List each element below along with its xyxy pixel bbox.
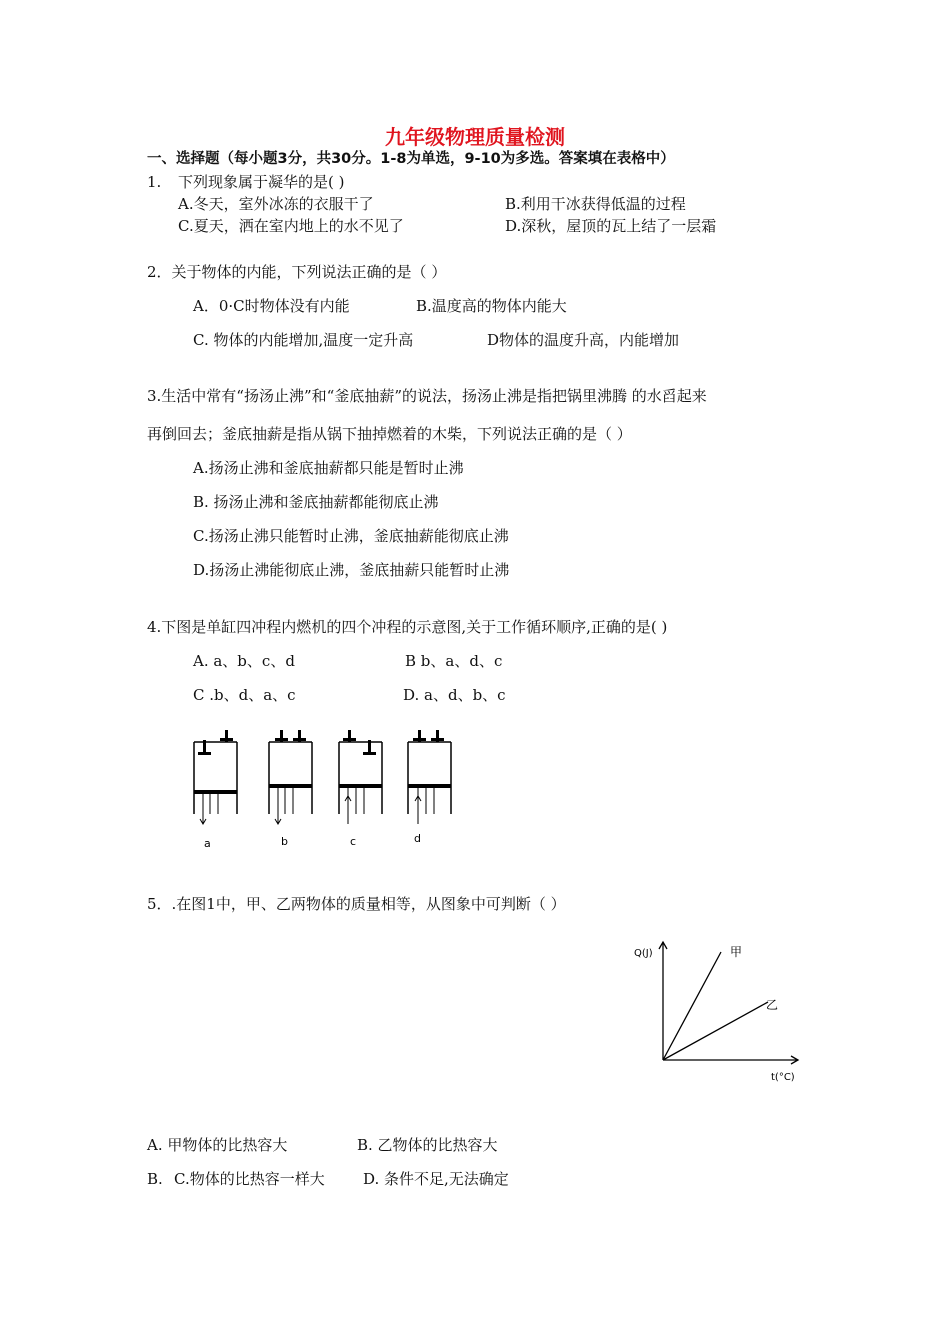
q3-stem-line2: 再倒回去；釜底抽薪是指从锅下抽掉燃着的木柴，下列说法正确的是（ ） — [147, 425, 632, 443]
q1-stem: 下列现象属于凝华的是( ) — [178, 173, 345, 191]
diagram-label-a: a — [204, 837, 211, 850]
q4-option-d: D. a、d、b、c — [403, 686, 506, 704]
q3-option-b: B. 扬汤止沸和釜底抽薪都能彻底止沸 — [193, 493, 439, 511]
diagram-label-d: d — [414, 832, 421, 845]
diagram-label-c: c — [350, 835, 357, 848]
q3-option-d: D.扬汤止沸能彻底止沸，釜底抽薪只能暂时止沸 — [193, 561, 510, 579]
series-label-乙: 乙 — [766, 998, 779, 1012]
q2-option-a: A．0·C时物体没有内能 — [193, 297, 350, 315]
q5-option-c: C.物体的比热容一样大 — [174, 1170, 325, 1188]
q2-option-d: D物体的温度升高，内能增加 — [487, 331, 680, 349]
q1-option-c: C.夏天，洒在室内地上的水不见了 — [178, 217, 404, 235]
q1-number: 1. — [147, 173, 162, 191]
q2-option-b: B.温度高的物体内能大 — [416, 297, 567, 315]
q5-option-d: D. 条件不足,无法确定 — [363, 1170, 509, 1188]
q3-stem-line1: 3.生活中常有“扬汤止沸”和“釜底抽薪”的说法，扬汤止沸是指把锅里沸腾 的水舀起来 — [147, 387, 707, 405]
q5-option-b: B. 乙物体的比热容大 — [357, 1136, 498, 1154]
q5-option-a: A. 甲物体的比热容大 — [147, 1136, 288, 1154]
series-label-甲: 甲 — [730, 945, 743, 959]
q2-stem: 2．关于物体的内能，下列说法正确的是（ ） — [147, 263, 447, 281]
x-axis-label: t(°C) — [771, 1072, 795, 1083]
heat-temperature-graph — [628, 936, 828, 1086]
q5-stem: 5．.在图1中，甲、乙两物体的质量相等，从图象中可判断（ ） — [147, 895, 566, 913]
q4-option-a: A. a、b、c、d — [193, 652, 295, 670]
engine-strokes-diagram — [180, 728, 470, 858]
diagram-label-b: b — [281, 835, 288, 848]
q5-option-c-prefix: B. — [147, 1170, 163, 1188]
q1-option-a: A.冬天，室外冰冻的衣服干了 — [178, 195, 374, 213]
q4-option-b: B b、a、d、c — [405, 652, 503, 670]
q1-option-d: D.深秋，屋顶的瓦上结了一层霜 — [505, 217, 717, 235]
q3-option-c: C.扬汤止沸只能暂时止沸，釜底抽薪能彻底止沸 — [193, 527, 509, 545]
y-axis-label: Q(J) — [634, 948, 653, 959]
page-title: 九年级物理质量检测 — [385, 125, 565, 149]
q2-option-c: C. 物体的内能增加,温度一定升高 — [193, 331, 414, 349]
q3-option-a: A.扬汤止沸和釜底抽薪都只能是暂时止沸 — [193, 459, 464, 477]
q4-option-c: C .b、d、a、c — [193, 686, 296, 704]
section-heading: 一、选择题（每小题3分，共30分。1-8为单选，9-10为多选。答案填在表格中） — [147, 151, 675, 167]
q4-stem: 4.下图是单缸四冲程内燃机的四个冲程的示意图,关于工作循环顺序,正确的是( ) — [147, 618, 668, 636]
q1-option-b: B.利用干冰获得低温的过程 — [505, 195, 686, 213]
